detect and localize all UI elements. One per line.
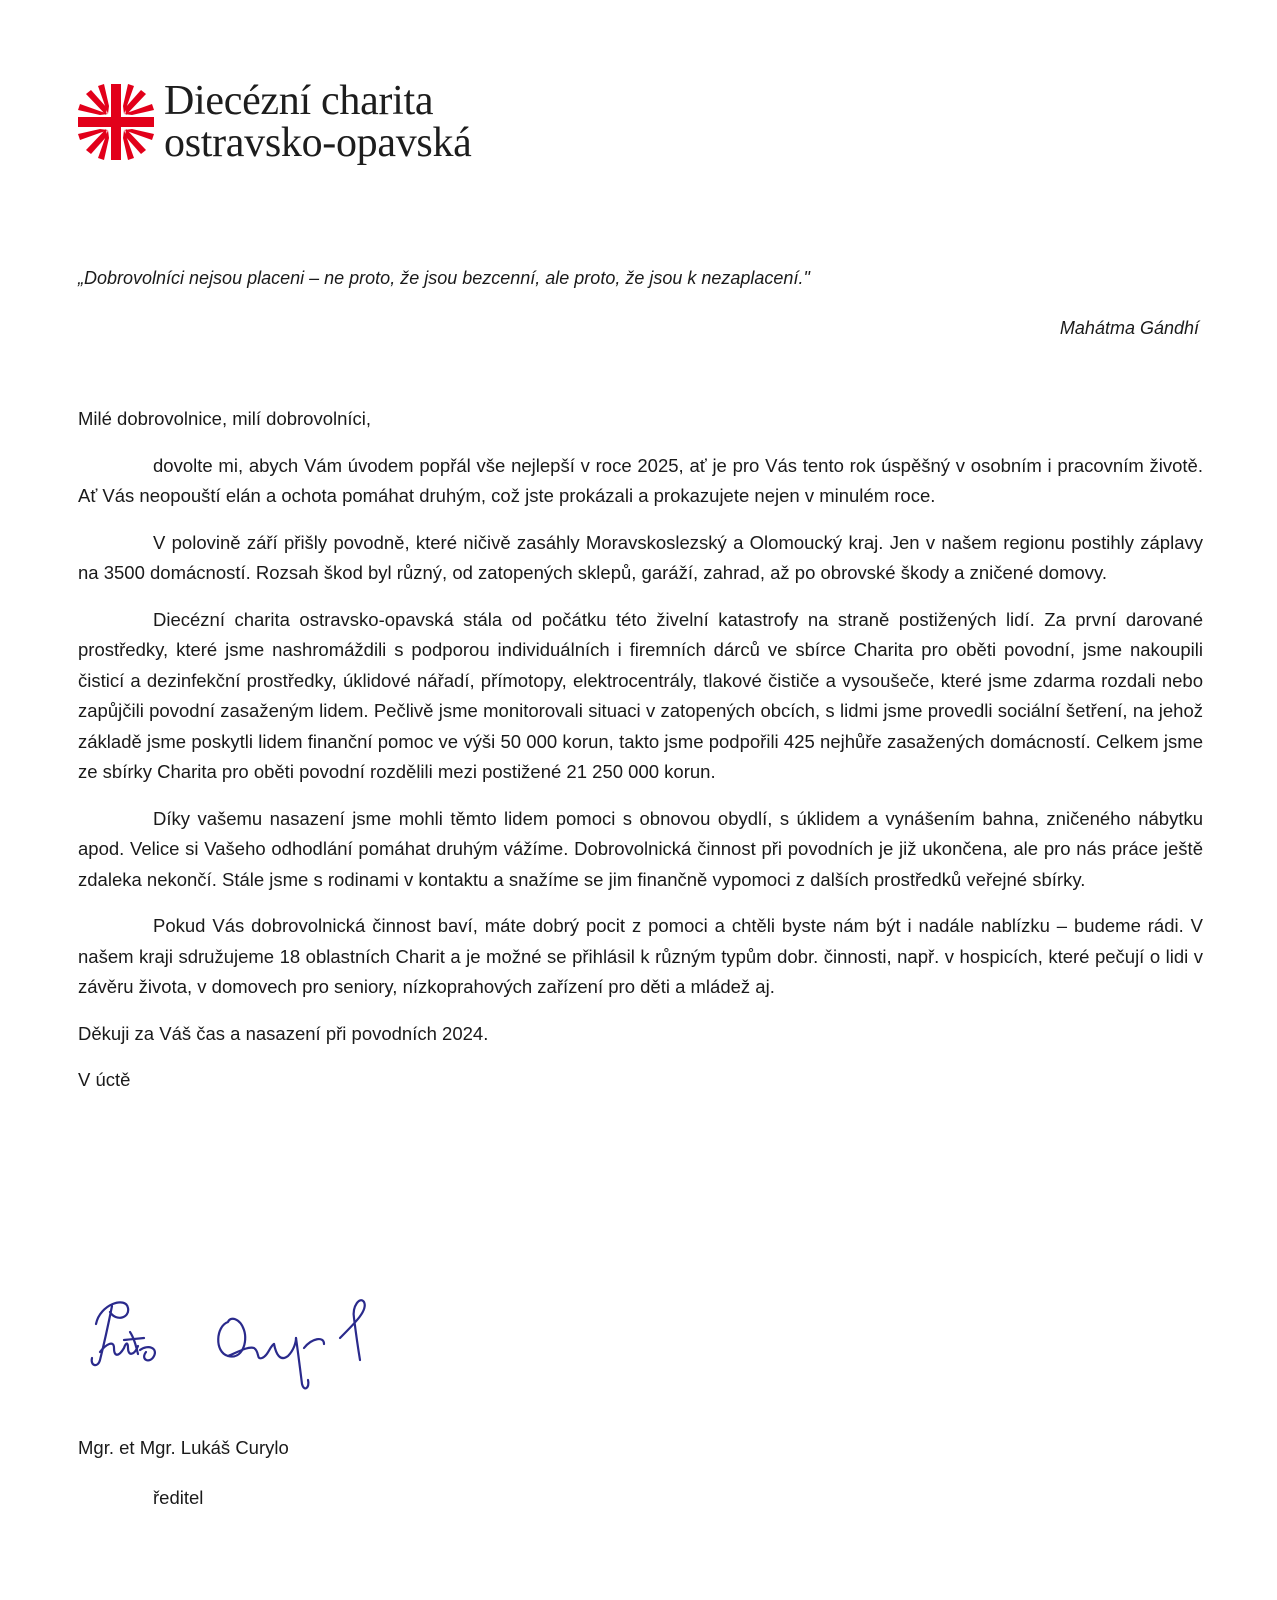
organization-name-line2: ostravsko-opavská xyxy=(164,120,472,166)
closing-line: V úctě xyxy=(78,1069,131,1090)
salutation: Milé dobrovolnice, milí dobrovolníci, xyxy=(78,408,372,429)
signer-name: Mgr. et Mgr. Lukáš Curylo xyxy=(78,1437,289,1458)
paragraph: V polovině září přišly povodně, které ničivě zasáhly Moravskoslezský a Olomoucký kraj. Jen v našem regionu postihly záplavy na 3500 domácností. Rozsah škod byl různý, od zatopených sklepů, garáží, zahrad, až po obrovské škody a zničené domovy. xyxy=(78,531,1203,583)
paragraph: Díky vašemu nasazení jsme mohli těmto lidem pomoci s obnovou obydlí, s úklidem a vynášením bahna, zničeného nábytku apod. Velice si Vašeho odhodlání pomáhat druhým vážíme. Dobrovolnická činnost při povodních je již ukončena, ale pro nás práce ještě zdaleka nekončí. Stále jsme s rodinami v kontaktu a snažíme se jim finančně vypomoci z dalších prostředků veřejné sbírky. xyxy=(78,807,1203,890)
paragraph: dovolte mi, abych Vám úvodem popřál vše nejlepší v roce 2025, ať je pro Vás tento rok úspěšný v osobním i pracovním životě. Ať Vás neopouští elán a ochota pomáhat druhým, což jste prokázali a prokazujete nejen v minulém roce. xyxy=(78,454,1203,506)
organization-name-line1: Diecézní charita xyxy=(164,78,434,124)
organization-logo xyxy=(78,80,538,170)
quote-author: Mahátma Gándhí xyxy=(1059,318,1199,338)
signer-title: ředitel xyxy=(153,1487,204,1508)
paragraph: Diecézní charita ostravsko-opavská stála od počátku této živelní katastrofy na straně postižených lidí. Za první darované prostředky, které jsme nashromáždili s podporou individuálních i firemních dárců ve sbírce Charita pro oběti povodní, jsme nakoupili čisticí a dezinfekční prostředky, úklidové nářadí, přímotopy, elektrocentrály, tlakové čističe a vysoušeče, které jsme zdarma rozdali nebo zapůjčili povodní zasaženým lidem. Pečlivě jsme monitorovali situaci v zatopených obcích, s lidmi jsme provedli sociální šetření, na jehož základě jsme poskytli lidem finanční pomoc ve výši 50 000 korun, takto jsme podpořili 425 nejhůře zasažených domácností. Celkem jsme ze sbírky Charita pro oběti povodní rozdělili mezi postižené 21 250 000 korun. xyxy=(78,608,1203,782)
organization-name xyxy=(164,80,472,164)
quote-text: „Dobrovolníci nejsou placeni – ne proto, že jsou bezcenní, ale proto, že jsou k nezaplacení." xyxy=(78,268,810,288)
paragraph: Pokud Vás dobrovolnická činnost baví, máte dobrý pocit z pomoci a chtěli byste nám být i nadále nablízku – budeme rádi. V našem kraji sdružujeme 18 oblastních Charit a je možné se přihlásil k různým typům dobr. činnosti, např. v hospicích, které pečují o lidi v závěru života, v domovech pro seniory, nízkoprahových zařízení pro děti a mládež aj. xyxy=(78,915,1203,997)
letter-body xyxy=(78,404,1203,1096)
thanks-line: Děkuji za Váš čas a nasazení při povodních 2024. xyxy=(78,1022,489,1044)
handwritten-signature xyxy=(78,1282,388,1412)
caritas-cross-icon xyxy=(78,84,154,160)
